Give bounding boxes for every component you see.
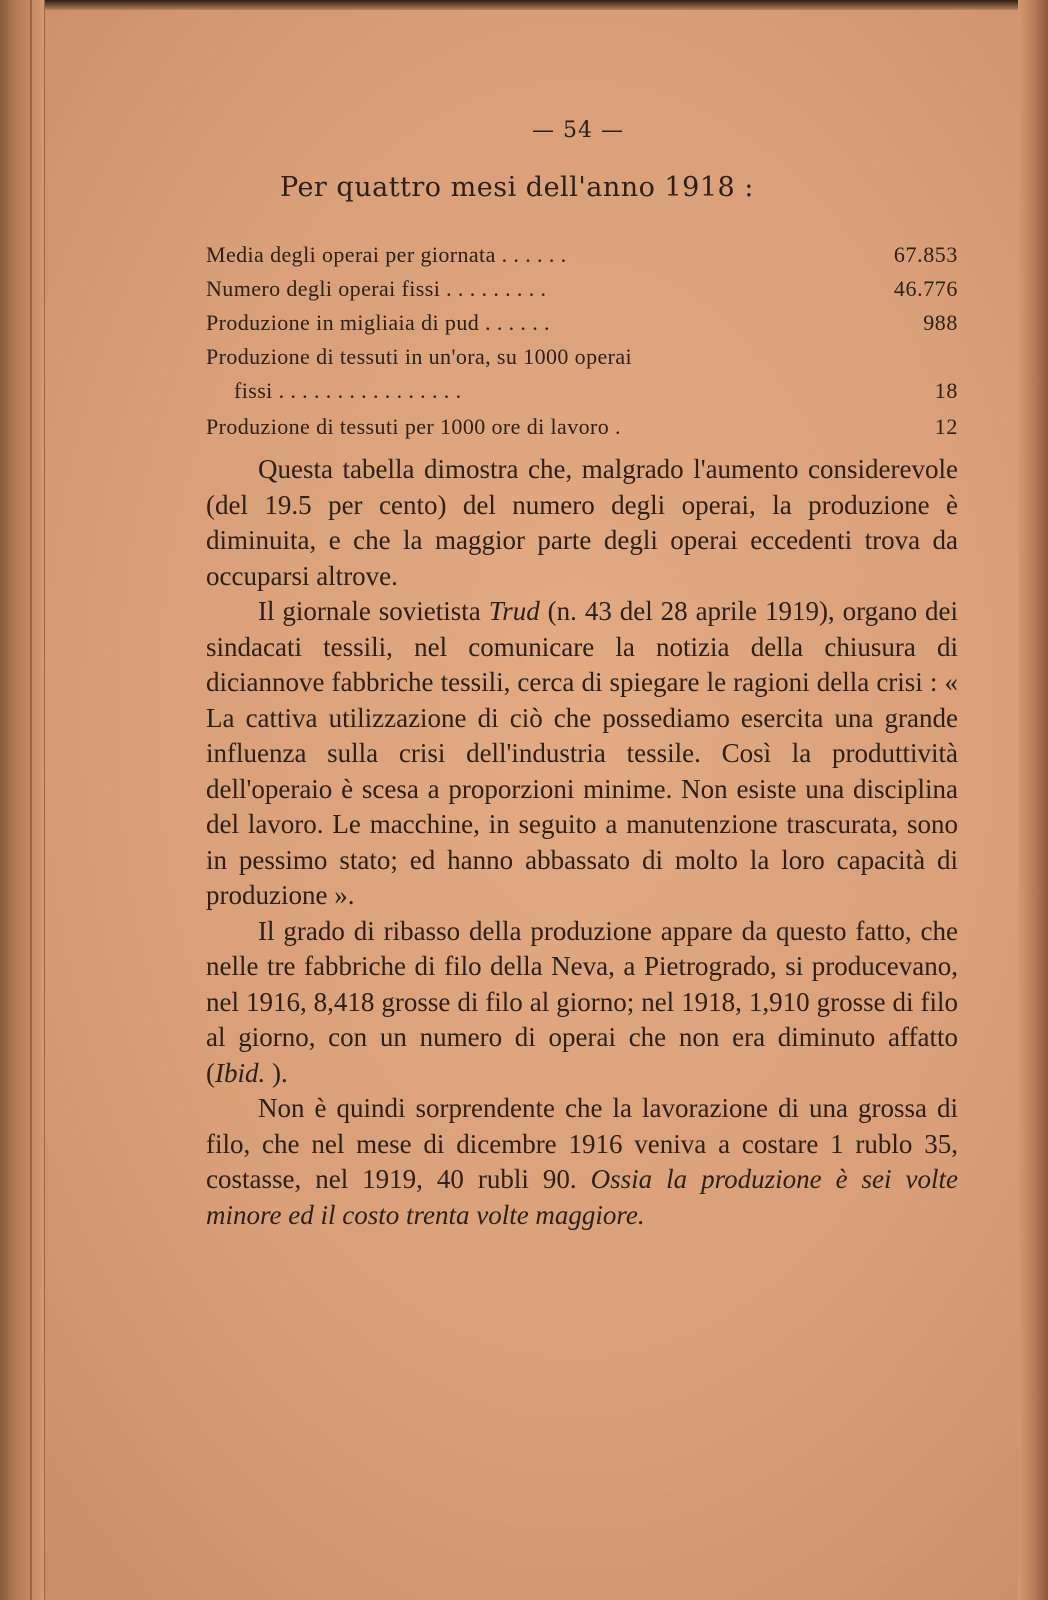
paragraph-text: Il grado di ribasso della produzione appare da questo fatto, che nelle tre fabbriche di filo della Neva, a Pietrogrado, si producevano, nel 1916, 8,418 grosse di filo al giorno; nel 1918, 1,910 grosse di filo al giorno, con un numero di operai che non era diminuto affatto ( <box>206 915 958 1088</box>
stats-label: Produzione di tessuti per 1000 ore di lavoro . <box>206 414 621 439</box>
stats-row <box>206 238 958 272</box>
book-binding <box>0 0 45 1600</box>
emphasized-conclusion: Ossia la produzione è sei volte minore ed il costo trenta volte maggiore. <box>206 1164 958 1230</box>
statistics-table <box>206 238 958 444</box>
stats-label: Numero degli operai fissi . . . . . . . . . <box>206 276 547 301</box>
paragraph-text: Il giornale sovietista <box>258 596 489 626</box>
stats-label: Produzione in migliaia di pud . . . . . . <box>206 310 550 335</box>
binding-crease <box>30 0 32 1600</box>
stats-row <box>206 410 958 444</box>
paragraph-text: Non è quindi sorprendente che la lavorazione di una grossa di filo, che nel mese di dicembre 1916 veniva a costare 1 rublo 35, costasse, nel 1919, 40 rubli 90. <box>206 1093 958 1194</box>
page-number: — 54 — <box>532 118 624 143</box>
stats-row <box>206 306 958 340</box>
stats-value: 67.853 <box>893 242 958 267</box>
paragraph <box>206 1091 958 1233</box>
paragraph-text: ). <box>265 1057 288 1088</box>
stats-value: 988 <box>923 310 958 335</box>
paragraph-text: Questa tabella dimostra che, malgrado l'aumento considerevole (del 19.5 per cento) del numero degli operai, la produzione è diminuita, e che la maggior parte degli operai eccedenti trova da occuparsi altrove. <box>206 454 958 591</box>
citation-ibid: Ibid. <box>215 1057 266 1088</box>
page-right-edge <box>1018 0 1048 1600</box>
stats-value: 12 <box>934 414 958 439</box>
newspaper-title: Trud <box>488 596 540 626</box>
paragraph <box>206 914 958 1092</box>
stats-label: Produzione di tessuti in un'ora, su 1000 operai <box>206 344 633 369</box>
stats-row <box>206 374 958 410</box>
stats-row <box>206 340 958 374</box>
stats-label: fissi . . . . . . . . . . . . . . . . <box>234 378 462 403</box>
stats-row <box>206 272 958 306</box>
body-text <box>206 452 958 1233</box>
paragraph-text: (n. 43 del 28 aprile 1919), organo dei sindacati tessili, nel comunicare la notizia della chiusura di diciannove fabbriche tessili, cerca di spiegare le ragioni della crisi : « La cattiva utilizzazione di ciò che possediamo esercita una grande influenza sulla crisi dell'industria tessile. Così la produttività dell'operaio è scesa a proporzioni minime. Non esiste una disciplina del lavoro. Le macchine, in seguito a manutenzione trascurata, sono in pessimo stato; ed hanno abbassato di molto la loro capacità di produzione ». <box>206 596 958 910</box>
stats-value: 18 <box>934 378 958 403</box>
paragraph <box>206 452 958 594</box>
page-top-edge <box>0 0 1048 10</box>
stats-value: 46.776 <box>893 276 958 301</box>
section-heading: Per quattro mesi dell'anno 1918 : <box>280 172 754 203</box>
stats-label: Media degli operai per giornata . . . . . . <box>206 242 567 267</box>
paragraph <box>206 594 958 914</box>
